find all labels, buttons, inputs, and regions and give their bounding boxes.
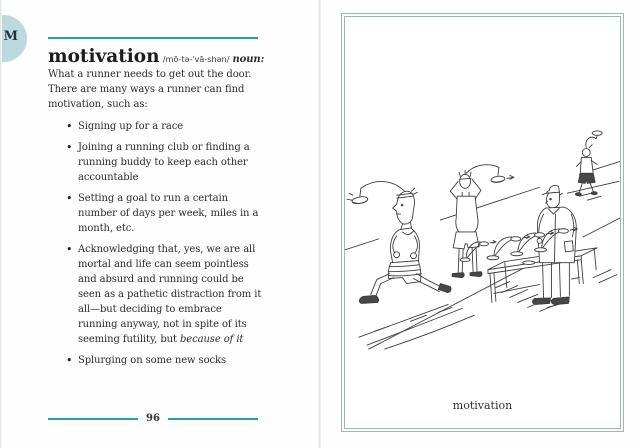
bullet-item (78, 191, 264, 236)
tab-letter: M (3, 29, 18, 44)
bullet-text-italic: because of it (179, 334, 244, 345)
bullet-item (78, 119, 264, 134)
definition-intro: What a runner needs to get out the door. There are many ways a runner can find motivation, such as: (48, 69, 252, 110)
right-page (321, 0, 640, 448)
entry-lede (48, 46, 270, 112)
bullet-item (78, 353, 264, 368)
bullet-text: Splurging on some new socks (78, 355, 227, 366)
dictionary-entry (48, 46, 270, 374)
pronunciation: /mō-tə-ˈvā-shən/ (162, 54, 230, 64)
headword: motivation (48, 46, 160, 67)
bullet-item (78, 140, 264, 185)
alphabet-tab (0, 15, 27, 62)
illustration-caption: motivation (452, 399, 513, 412)
bullet-item (78, 242, 264, 347)
bullet-text: Signing up for a race (78, 121, 184, 132)
bullet-text: Joining a running club or finding a running buddy to keep each other accountable (78, 142, 250, 183)
page-footer (48, 413, 258, 425)
footer-rule-right (168, 418, 258, 420)
footer-rule-left (48, 418, 138, 420)
illustration-frame (341, 13, 624, 432)
part-of-speech: noun: (232, 54, 265, 65)
page-left-edge (0, 0, 2, 448)
entry-top-rule (48, 37, 258, 39)
left-page (0, 0, 318, 448)
bullet-list (48, 119, 270, 368)
runners-hot-dog-pole-illustration (345, 17, 620, 428)
page-number: 96 (146, 413, 160, 424)
illustration-frame-inner (344, 16, 621, 429)
bullet-text: Acknowledging that, yes, we are all mortal and life can seem pointless and absurd and running could be seen as a pathetic distraction from it all—but deciding to embrace running anyway, not in spite of its seeming futility, but (78, 244, 262, 345)
bullet-text: Setting a goal to run a certain number of days per week, miles in a month, etc. (78, 193, 259, 234)
